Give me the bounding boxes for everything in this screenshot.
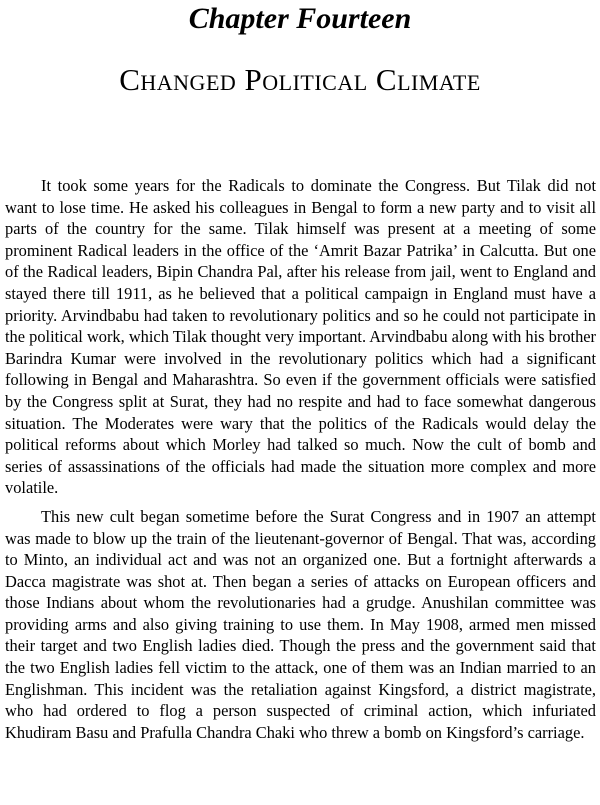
chapter-label: Chapter Fourteen [188, 2, 412, 35]
paragraph: It took some years for the Radicals to dominate the Congress. But Tilak did not want to lose time. He asked his colleagues in Bengal to form a new party and to visit all parts of the country for the same. Tilak himself was present at a meeting of some prominent Radical leaders in the office of the ‘Amrit Bazar Patrika’ in Calcutta. But one of the Radical leaders, Bipin Chandra Pal, after his release from jail, went to England and stayed there till 1911, as he believed that a political campaign in England must have a priority. Arvindbabu had taken to revolutionary politics and so he could not participate in the political work, which Tilak thought very important. Arvindbabu along with his brother Barindra Kumar were involved in the revolutionary politics which had a significant following in Bengal and Maharashtra. So even if the government officials were satisfied by the Congress split at Surat, they had no respite and had to face somewhat dangerous situation. The Moderates were wary that the politics of the Radicals would delay the political reforms about which Morley had talked so much. Now the cult of bomb and series of assassinations of the officials had made the situation more complex and more volatile. [5, 176, 596, 498]
paragraph: This new cult began sometime before the Surat Congress and in 1907 an attempt was made to blow up the train of the lieutenant-governor of Bengal. That was, according to Minto, an individual act and was not an organized one. But a fortnight afterwards a Dacca magistrate was shot at. Then began a series of attacks on European officers and those Indians about whom the revolutionaries had a grudge. Anushilan committee was providing arms and also giving training to use them. In May 1908, armed men missed their target and two English ladies died. Though the press and the government said that the two English ladies fell victim to the attack, one of them was an Indian married to an Englishman. This incident was the retaliation against Kingsford, a district magistrate, who had ordered to flog a person suspected of criminal action, which infuriated Khudiram Basu and Prafulla Chandra Chaki who threw a bomb on Kingsford’s carriage. [5, 506, 596, 742]
chapter-title: Changed Political Climate [119, 62, 481, 97]
chapter-body [5, 175, 596, 750]
